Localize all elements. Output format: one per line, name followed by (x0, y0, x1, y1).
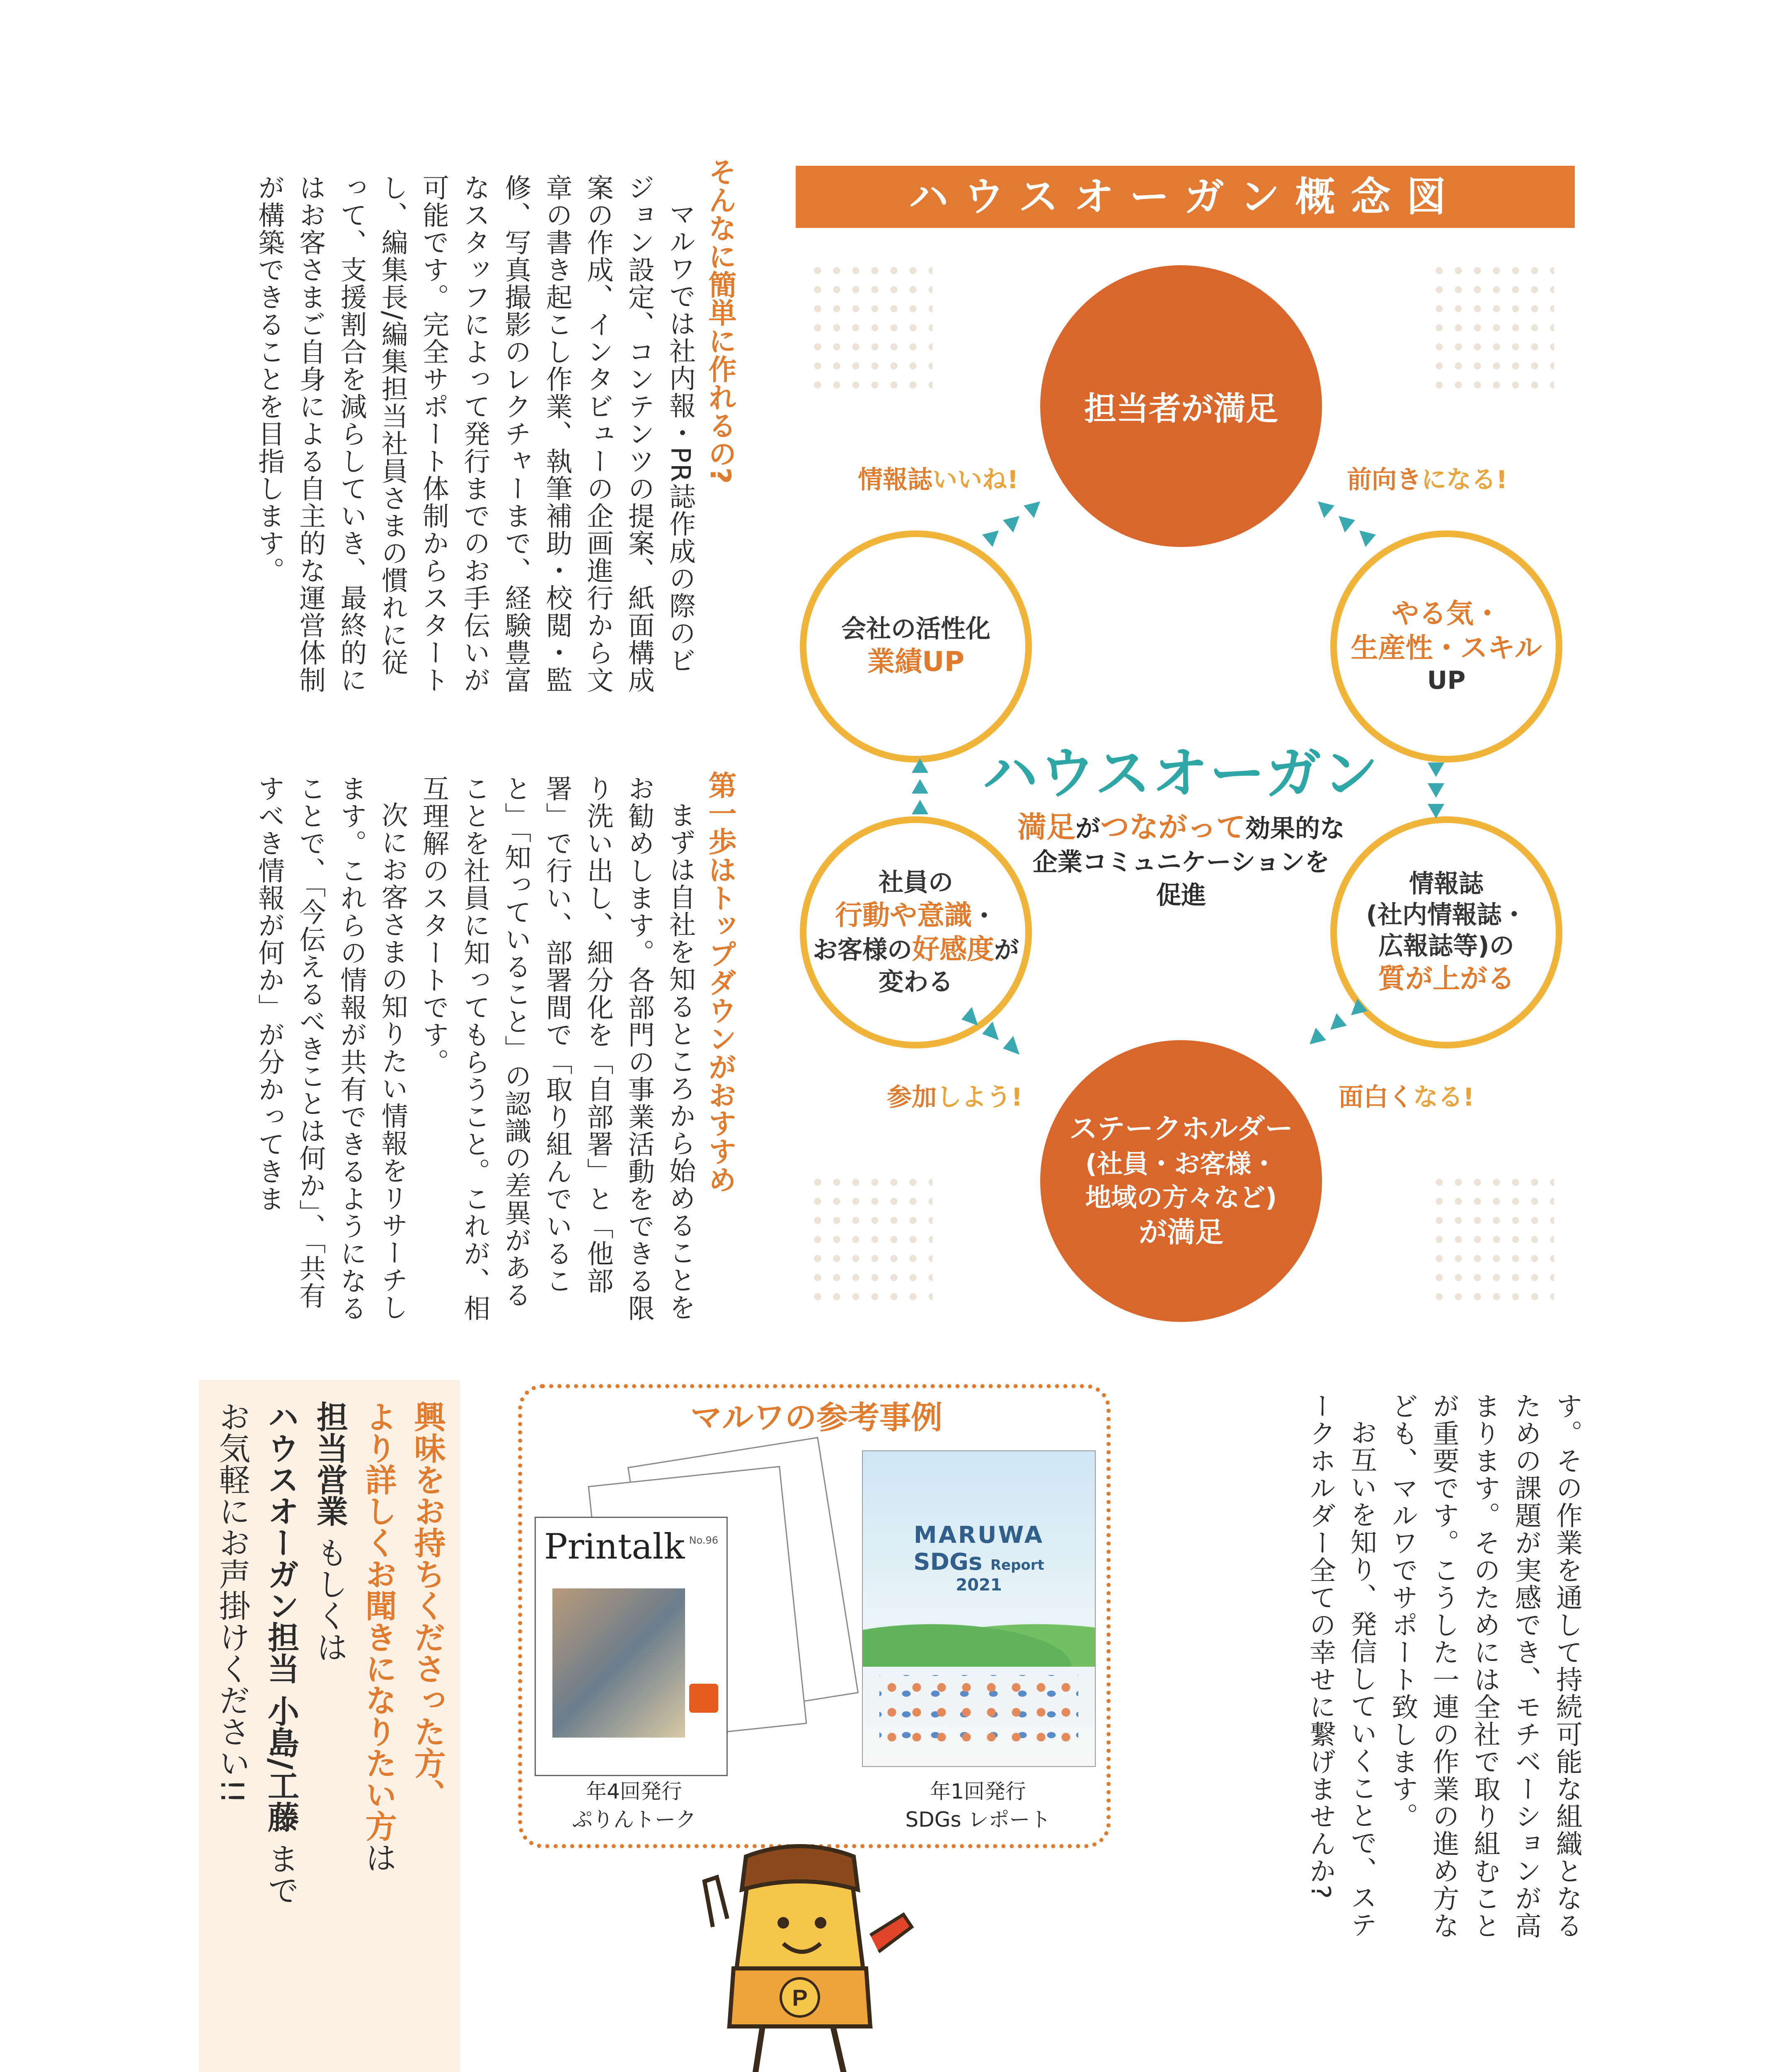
col2-paragraph-1: まずは自社を知るところから始めることをお勧めします。各部門の事業活動をできる限り洗い出し、細分化を「自部署」と「他部署」で行い、部署間で「取り組んでいること」「知っていること」の認識の差異があることを社員に知ってもらうこと。これが、相互理解のスタートです。 (418, 775, 695, 1322)
arrow-up-icon (912, 779, 928, 794)
contact-line2-tail: は (360, 1842, 397, 1873)
dot-pattern (808, 261, 932, 394)
magazine-title: Printalk (544, 1526, 685, 1567)
contact-made: まで (262, 1832, 300, 1906)
bottom-circle-line1: ステークホルダー (1069, 1113, 1293, 1146)
left-top-line2: 業績UP (867, 646, 964, 678)
right-top-line2: 生産性・スキル (1351, 632, 1542, 664)
col1-paragraph: マルワでは社内報・PR誌作成の際のビジョン設定、コンテンツの提案、紙面構成案の作成、インタビューの企画進行から文章の書き起こし作業、執筆補助・校閲・監修、写真撮影のレクチャーまで、経験豊富なスタッフによって発行までのお手伝いが可能です。完全サポート体制からスタートし、編集長/編集担当社員さまの慣れに従って、支援割合を減らしていき、最終的にはお客さまご自身による自主的な運営体制が構築できることを目指します。 (254, 174, 695, 694)
col3-paragraph-1: す。その作業を通して持続可能な組織となるための課題が実感でき、モチベーションが高まります。そのためには全社で取り組むことが重要です。こうした一連の作業の進め方なども、マルワでサポート致します。 (1387, 1392, 1582, 1939)
dot-pattern (808, 1173, 932, 1305)
mascot-pudding-icon (680, 1832, 928, 2072)
caption-sdgs-line2: SDGs レポート (905, 1807, 1051, 1832)
contact-line5: お気軽にお声掛けください!! (213, 1401, 251, 1804)
magazine-cover (535, 1517, 728, 1776)
center-effective: 効果的な (1245, 814, 1345, 843)
mascot-letter: P (792, 1985, 808, 2011)
label-top-left-b: いいね! (932, 465, 1019, 494)
arrow-down-icon (1428, 783, 1444, 798)
col3-body (1189, 1392, 1587, 1939)
arrow-up-left-icon (1003, 1036, 1019, 1055)
report-title-sdgs: SDGs (913, 1549, 983, 1576)
dot-pattern (1430, 261, 1554, 394)
contact-line4 (257, 1401, 305, 2064)
contact-sales: 担当営業 (311, 1401, 349, 1527)
caption-printalk-line1: 年4回発行 (586, 1779, 682, 1803)
contact-line2 (354, 1401, 403, 2064)
arrow-icons (787, 477, 1575, 1090)
right-bottom-line2: (社内情報誌・ (1366, 900, 1527, 930)
arrow-down-icon (1428, 804, 1444, 818)
caption-sdgs-line1: 年1回発行 (930, 1779, 1026, 1803)
right-top-line3: UP (1427, 666, 1466, 695)
sdgs-report-cover (862, 1450, 1096, 1767)
magazine-badge (689, 1684, 718, 1713)
contact-staff: ハウスオーガン担当 小島/工藤 (262, 1401, 300, 1833)
arrow-up-icon (912, 800, 928, 814)
arrow-up-right-icon (1024, 501, 1040, 518)
caption-printalk (539, 1778, 729, 1834)
arrow-down-left-icon (1310, 1028, 1326, 1044)
col3-paragraph-2: お互いを知り、発信していくことで、ステークホルダー全ての幸せに繋げませんか? (1305, 1392, 1377, 1939)
left-bottom-line1: 社員の (879, 868, 953, 897)
report-title-1: MARUWA (913, 1522, 1044, 1549)
arrow-down-right-icon (1359, 530, 1376, 547)
arrow-up-right-icon (1003, 516, 1019, 533)
right-top-line1: やる気・ (1392, 598, 1501, 629)
center-caption-line3: 促進 (1156, 881, 1206, 910)
magazine-photo (552, 1588, 685, 1738)
col2-body (253, 775, 700, 1326)
contact-or: もしくは (311, 1527, 349, 1663)
left-bottom-line3-a: お客様の (813, 936, 912, 965)
arrow-down-right-icon (1339, 516, 1355, 533)
contact-line1: 興味をお持ちくださった方、 (409, 1401, 446, 1810)
bottom-circle-line3: 地域の方々など) (1085, 1182, 1277, 1213)
caption-printalk-line2: ぷりんトーク (572, 1807, 696, 1832)
dot-pattern (1430, 1173, 1554, 1305)
col1-heading: そんなに簡単に作れるの? (704, 157, 736, 484)
contact-line2-emph: より詳しくお聞きになりたい方 (360, 1401, 397, 1842)
label-bottom-right-b: なる! (1413, 1083, 1475, 1112)
center-ga: が (1075, 814, 1100, 843)
bottom-circle-line2: (社員・お客様・ (1085, 1149, 1277, 1179)
left-bottom-line2-tail: ・ (972, 901, 997, 931)
magazine-number: No.96 (689, 1535, 718, 1546)
label-top-right-b: になる! (1421, 465, 1508, 494)
report-title-2 (863, 1549, 1095, 1576)
label-bottom-right-a: 面白く (1339, 1083, 1413, 1112)
examples-title: マルワの参考事例 (663, 1392, 970, 1438)
center-caption-line2: 企業コミュニケーションを (1032, 848, 1330, 877)
bottom-circle-line4: が満足 (1138, 1216, 1223, 1249)
contact-line3 (305, 1401, 354, 2064)
left-top-line1: 会社の活性化 (841, 615, 990, 644)
label-top-left-a: 情報誌 (858, 465, 932, 494)
right-bottom-line4: 質が上がる (1378, 963, 1515, 995)
arrow-down-left-icon (1351, 999, 1368, 1015)
center-emph-satisfy: 満足 (1017, 810, 1075, 844)
caption-sdgs (862, 1778, 1094, 1834)
col2-heading: 第一歩はトップダウンがおすすめ (704, 771, 736, 1193)
arrow-up-icon (912, 758, 928, 773)
report-people (879, 1675, 1078, 1741)
center-emph-connect: つながって (1100, 810, 1245, 844)
arrow-down-icon (1428, 762, 1444, 777)
arrow-up-right-icon (982, 530, 999, 547)
top-circle-label: 担当者が満足 (1084, 390, 1278, 428)
center-title: ハウスオーガン (982, 741, 1380, 806)
arrow-up-left-icon (961, 1007, 978, 1026)
label-top-right-a: 前向き (1347, 465, 1421, 494)
label-bottom-left-a: 参加 (887, 1083, 937, 1112)
report-hills (863, 1617, 1095, 1667)
right-bottom-line1: 情報誌 (1409, 869, 1484, 899)
left-bottom-line4: 変わる (879, 967, 953, 997)
right-bottom-line3: 広報誌等)の (1378, 932, 1514, 961)
label-bottom-left-b: しよう! (937, 1083, 1023, 1112)
left-bottom-line3-emph: 好感度 (912, 933, 994, 965)
left-bottom-line2-emph: 行動や意識 (835, 899, 972, 931)
col1-body (253, 174, 700, 696)
left-bottom-line3-c: が (994, 936, 1019, 965)
report-title-report: Report (990, 1557, 1044, 1573)
arrow-down-right-icon (1318, 501, 1334, 518)
contact-text (207, 1401, 452, 2064)
arrow-down-left-icon (1330, 1013, 1347, 1030)
report-year: 2021 (956, 1576, 1002, 1595)
arrow-up-left-icon (982, 1021, 999, 1040)
col2-paragraph-2: 次にお客さまの知りたい情報をリサーチします。これらの情報が共有できるようになることで、「今伝えるべきことは何か」、「共有すべき情報が何か」が分かってきま (254, 775, 408, 1322)
concept-title: ハウスオーガン概念図 (796, 166, 1575, 228)
